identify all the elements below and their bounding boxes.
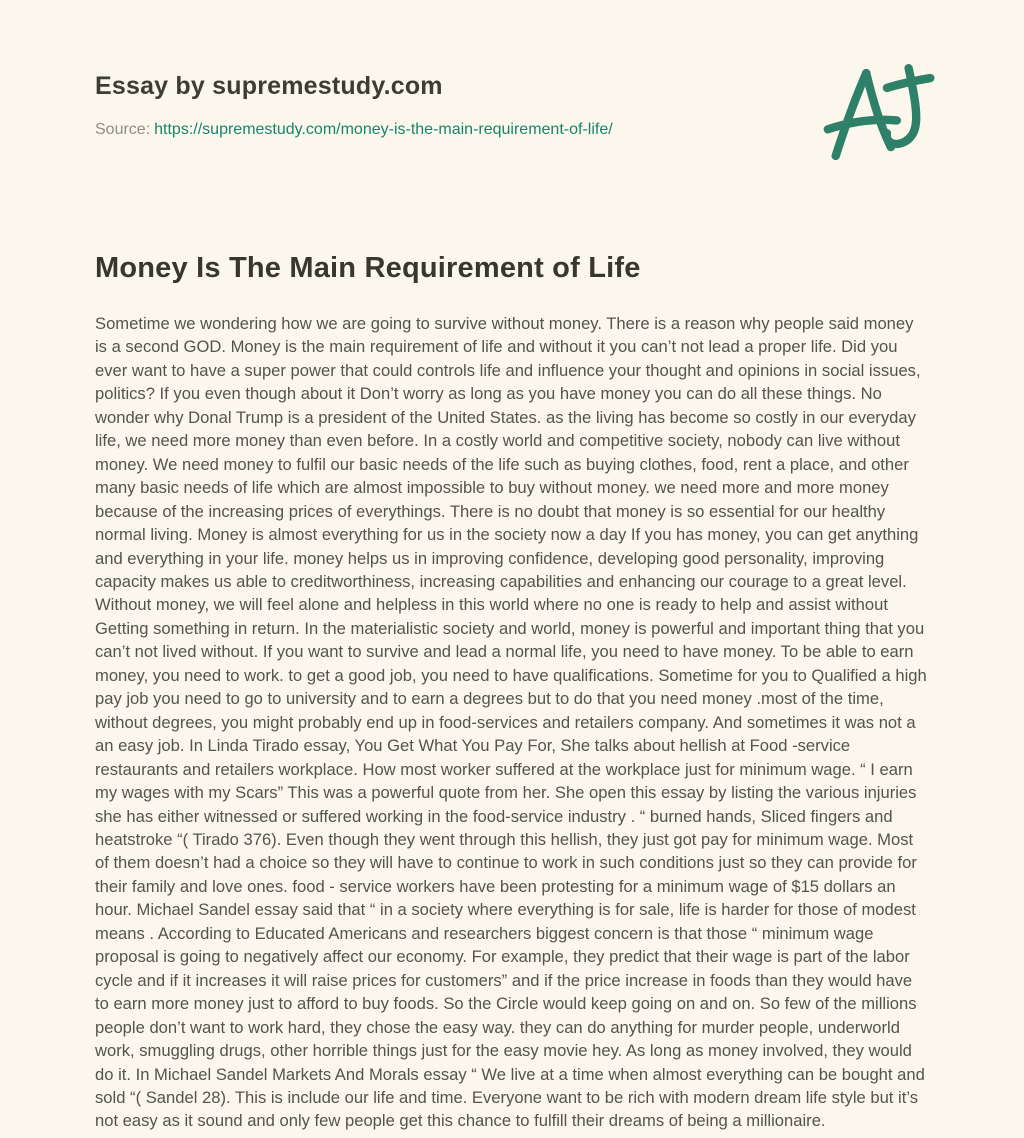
site-heading: Essay by supremestudy.com [95,72,443,100]
source-link[interactable]: https://supremestudy.com/money-is-the-main-requirement-of-life/ [154,121,613,138]
essay-body: Sometime we wondering how we are going to survive without money. There is a reason why people said money is a second GOD. Money is the main requirement of life and without it you can’t not lead a proper life. Did you ever want to have a super power that could controls life and influence your thought and opinions in social issues, politics? If you even though about it Don’t worry as long as you have money you can do all these things. No wonder why Donal Trump is a president of the United States. as the living has become so costly in our everyday life, we need more money than even before. In a costly world and competitive society, nobody can live without money. We need money to fulfil our basic needs of the life such as buying clothes, food, rent a place, and other many basic needs of life which are almost impossible to buy without money. we need more and more money because of the increasing prices of everythings. There is no doubt that money is so essential for our healthy normal living. Money is almost everything for us in the society now a day If you has money, you can get anything and everything in your life. money helps us in improving confidence, developing good personality, improving capacity makes us able to creditworthiness, increasing capabilities and enhancing our courage to a great level. Without money, we will feel alone and helpless in this world where no one is ready to help and assist without Getting something in return. In the materialistic society and world, money is powerful and important thing that you can’t not lived without. If you want to survive and lead a normal life, you need to have money. To be able to earn money, you need to work. to get a good job, you need to have qualifications. Sometime for you to Qualified a high pay job you need to go to university and to earn a degrees but to do that you need money .most of the time, without degrees, you might probably end up in food-services and retailers company. And sometimes it was not a an easy job. In Linda Tirado essay, You Get What You Pay For, She talks about hellish at Food -service restaurants and retailers workplace. How most worker suffered at the workplace just for minimum wage. “ I earn my wages with my Scars” This was a powerful quote from her. She open this essay by listing the various injuries she has either witnessed or suffered working in the food-service industry . “ burned hands, Sliced fingers and heatstroke “( Tirado 376). Even though they went through this hellish, they just got pay for minimum wage. Most of them doesn’t had a choice so they will have to continue to work in such conditions just so they can provide for their family and love ones. food - service workers have been protesting for a minimum wage of $15 dollars an hour. Michael Sandel essay said that “ in a society where everything is for sale, life is harder for those of modest means . According to Educated Americans and researchers biggest concern is that those “ minimum wage proposal is going to negatively affect our economy. For example, they predict that their wage is part of the labor cycle and if it increases it will raise prices for customers” and if the price increase in foods than they would have to earn more money just to afford to buy foods. So the Circle would keep going on and on. So few of the millions people don’t want to work hard, they chose the easy way. they can do anything for murder people, underworld work, smuggling drugs, other horrible things just for the easy movie hey. As long as money involved, they would do it. In Michael Sandel Markets And Morals essay “ We live at a time when almost everything can be bought and sold “( Sandel 28). This is include our life and time. Everyone want to be rich with modern dream life style but it’s not easy as it sound and only few people get this chance to fulfill their dreams of being a millionaire. [95,314,927,1131]
essay-title: Money Is The Main Requirement of Life [95,252,641,284]
source-line [95,121,613,139]
source-label: Source: [95,121,151,138]
a-plus-logo-icon [814,58,952,176]
